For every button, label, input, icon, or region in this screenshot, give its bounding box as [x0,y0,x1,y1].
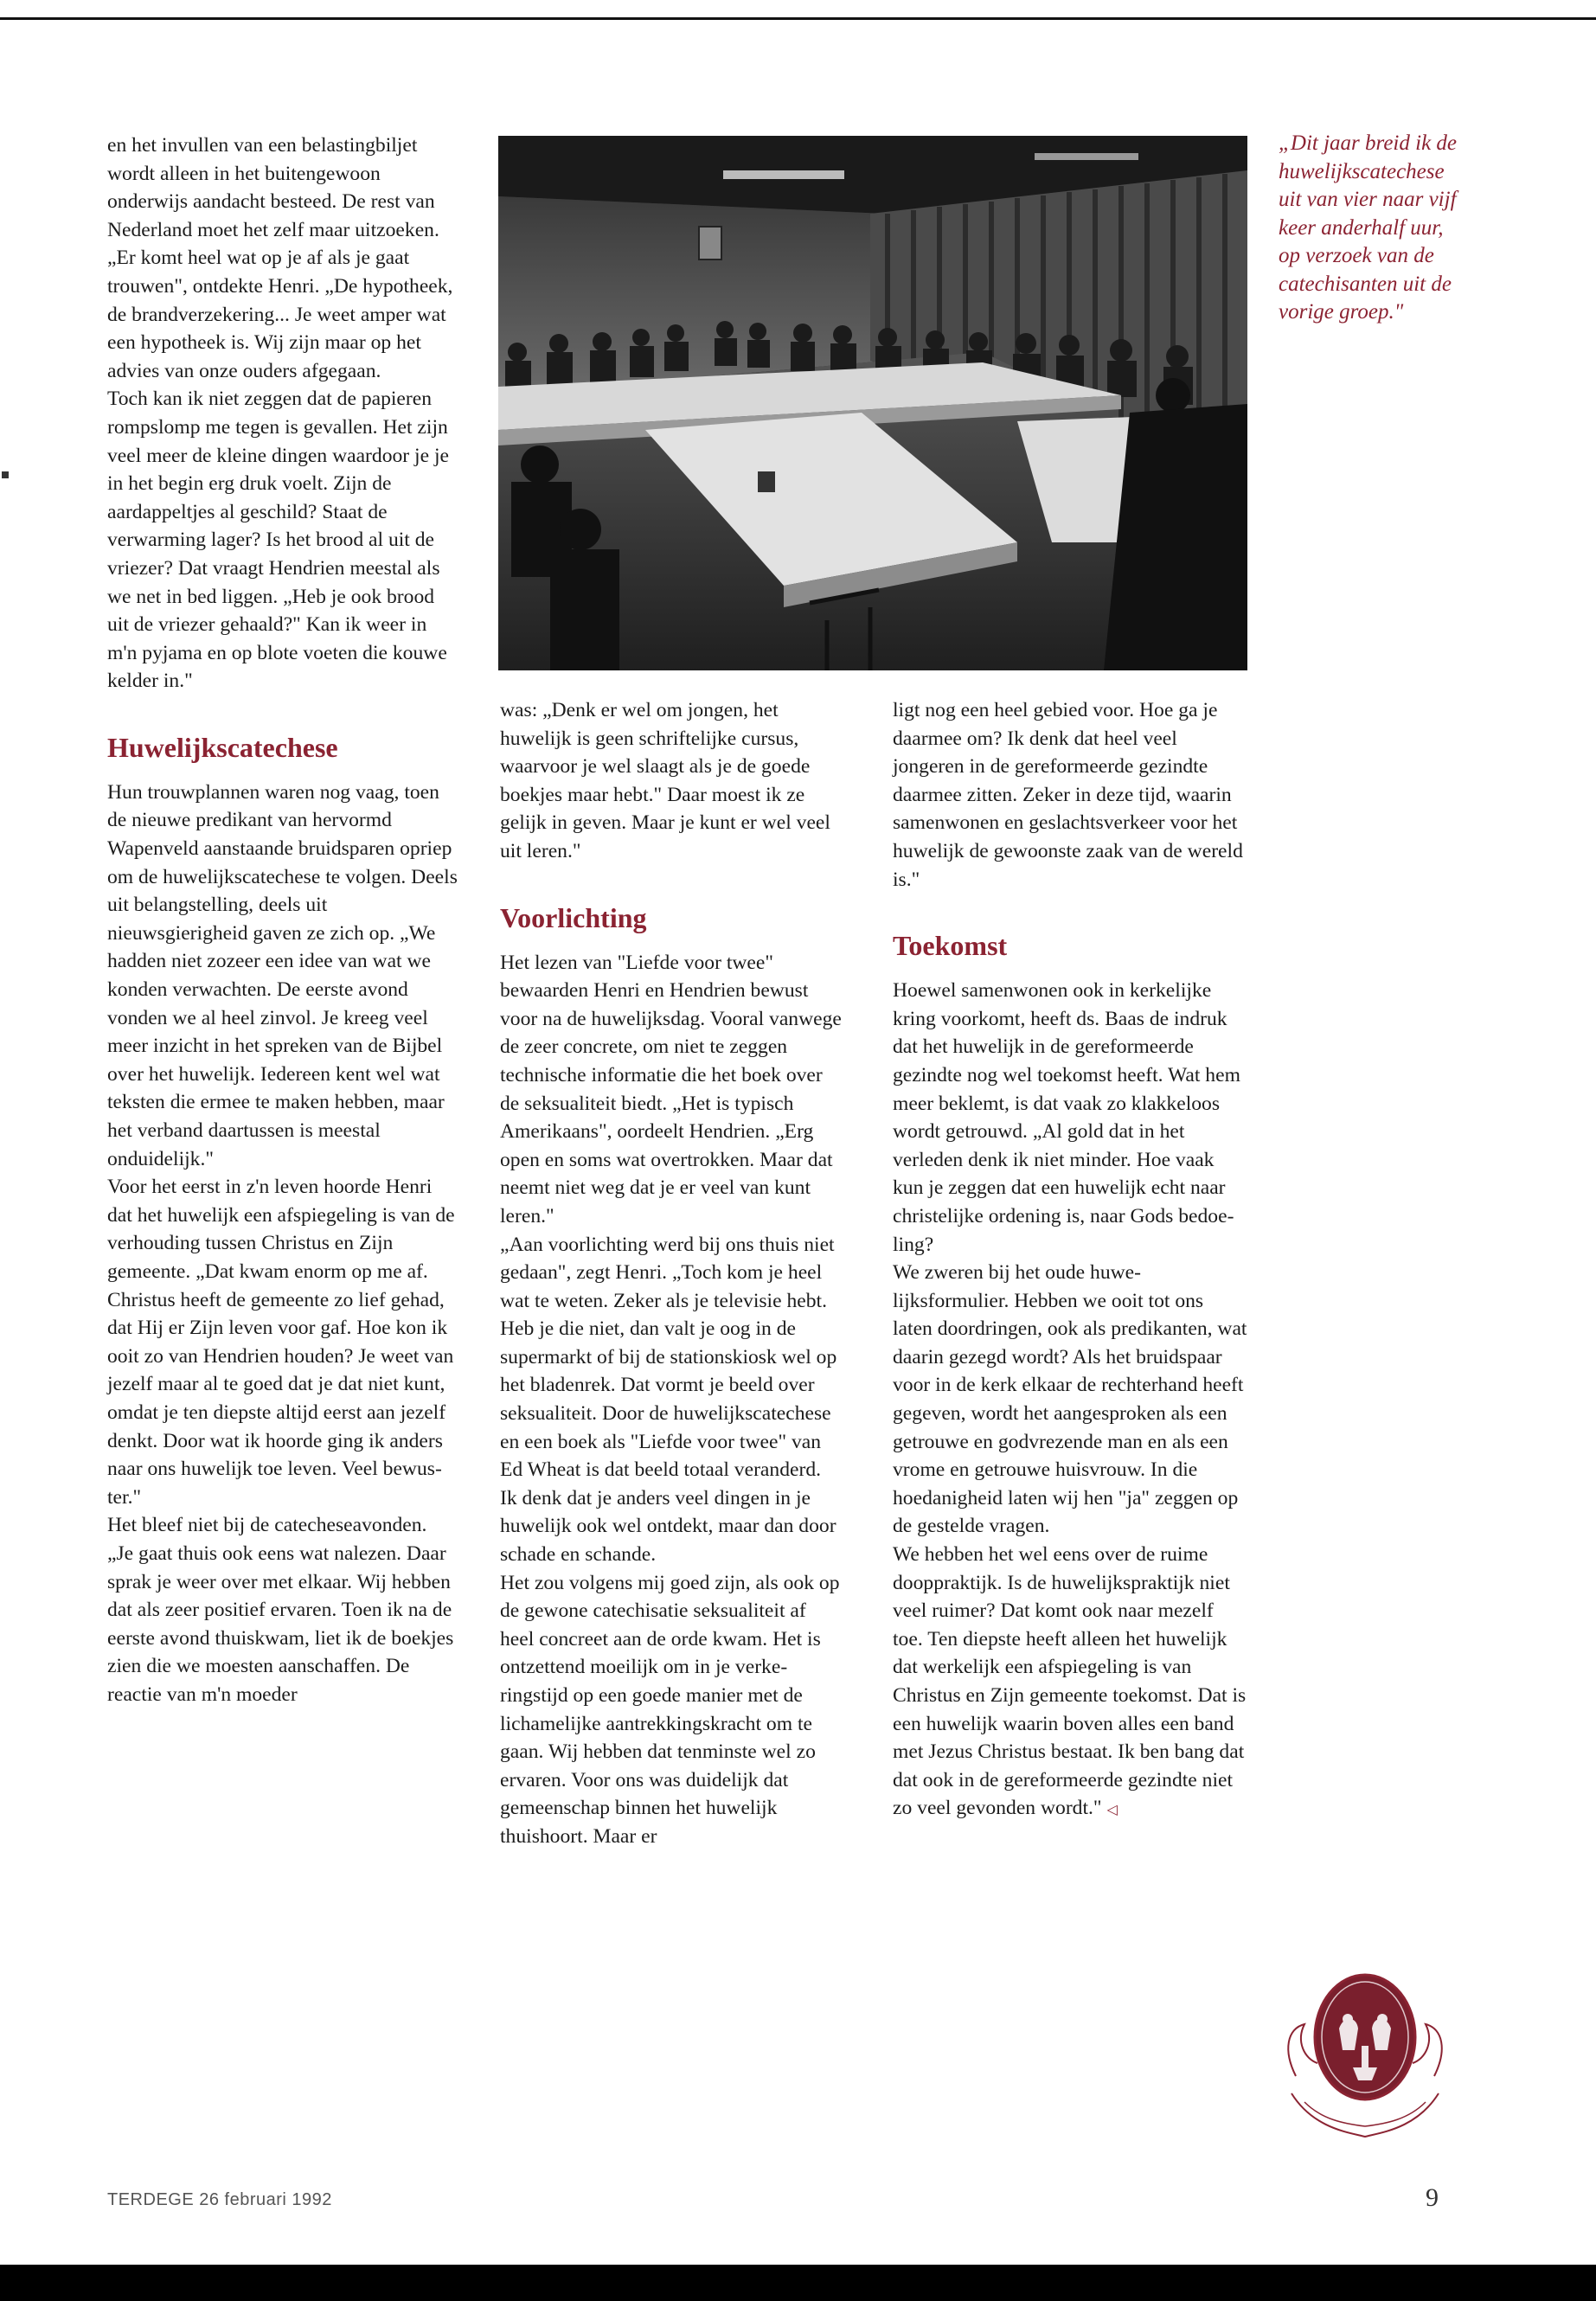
end-of-article-mark: ◁ [1106,1803,1118,1818]
paragraph: Hun trouwplannen waren nog vaag, toen de nieuwe predikant van hervormd Wapenveld aanstaande bruidsparen opriep om de huwelijkscatechese te volgen. Deels uit belangstelling, deels uit nieuwsgierigheid gaven ze zich op. „We hadden niet zozeer een idee van wat we konden verwachten. De eerste avond vonden we al heel zinvol. Je kreeg veel meer inzicht in het spreken van de Bijbel over het huwelijk. Iedereen kent wel wat teksten die ermee te maken hebben, maar het verband daartussen is meestal onduidelijk." [107,780,458,1170]
paragraph: Voor het eerst in z'n leven hoorde Henri dat het huwelijk een afspiegeling is van de verhouding tussen Christus en Zijn gemeente. „Dat kwam enorm op me af. Christus heeft de gemeente zo lief gehad, dat Hij er Zijn leven voor gaf. Hoe kon ik ooit zo van Hendrien houden? Je weet van jezelf maar al te goed dat je dat niet kunt, omdat je ten diepste altijd eerst aan jezelf denkt. Door wat ik hoorde ging ik anders naar ons huwelijk toe leven. Veel bewuster." [107,1176,455,1509]
paragraph [893,1541,1247,1825]
section-heading-voorlichting: Voorlichting [500,901,647,933]
magazine-emblem [1279,1946,1452,2145]
top-rule [0,17,1596,20]
bottom-border [0,2265,1596,2301]
paragraph: en het invullen van een belastingbiljet wordt alleen in het buitengewoon onderwijs aandacht besteed. De rest van Nederland moet het zelf maar uitzoeken. „Er komt heel wat op je af als je gaat trouwen", ontdekte Henri. „De hypotheek, de brandverzekering... Je weet amper wat een hypotheek is. Wij zijn maar op het advies van onze ouders afgegaan. [107,134,453,382]
paragraph: was: „Denk er wel om jongen, het huwelijk is geen schriftelijke cursus, waarvoor je wel slaagt als je de goede boekjes maar hebt." Daar moest ik ze gelijk in geven. Maar je kunt er wel veel uit leren." [500,699,830,862]
paragraph-text: We hebben het wel eens over de ruime dooppraktijk. Is de huwelijkspraktijk niet veel ruimer? Dat komt ook naar mezelf toe. Ten diepste heeft alleen het huwelijk dat werkelijk een afspiegeling is van Christus en Zijn gemeente toekomst. Dat is een huwelijk waarin boven alles een band met Jezus Christus bestaat. Ik ben bang dat dat ook in de gereformeerde gezindte niet zo veel gevonden wordt." [893,1543,1247,1820]
paragraph: We zweren bij het oude huwelijksformulier. Hebben we ooit tot ons laten doordringen, ook als predikanten, wat daarin gezegd wordt? Als het bruidspaar voor in de kerk elkaar de rechterhand heeft gegeven, wordt het aangesproken als een getrouwe en godvrezende man en als een vrome en getrouwe huisvrouw. In die hoedanigheid laten wij hen "ja" zeggen op de gestelde vragen. [893,1261,1247,1538]
margin-mark [2,471,9,478]
paragraph: Het zou volgens mij goed zijn, als ook op de gewone catechisatie seksualiteit af heel concreet aan de orde kwam. Het is ontzettend moeilijk om in je verkeringstijd op een goede manier met de lichamelijke aantrekkingskracht om te gaan. Wij hebben dat tenminste wel zo ervaren. Voor ons was duidelijk dat gemeenschap binnen het huwelijk thuishoort. Maar er [500,1571,840,1848]
publication-footer: TERDEGE 26 februari 1992 [107,2190,332,2209]
pull-quote: „Dit jaar breid ik de huwelijkscatechese uit van vier naar vijf keer anderhalf uur, op verzoek van de catechisanten uit de vorige groep." [1279,131,1458,324]
section-heading-toekomst: Toekomst [893,930,1008,962]
paragraph: Toch kan ik niet zeggen dat de papieren rompslomp me tegen is gevallen. Het zijn veel meer de kleine dingen waardoor je je in het begin erg druk voelt. Zijn de aardappeltjes al geschild? Staat de verwarming lager? Is het brood al uit de vriezer? Dat vraagt Hendrien meestal als we net in bed liggen. „Heb je ook brood uit de vriezer gehaald?" Kan ik weer in m'n pyjama en op blote voeten die kouwe kelder in." [107,388,450,693]
photo-illustration [498,136,1247,670]
article-column-2 [500,696,842,1851]
emblem-icon [1279,1946,1452,2145]
paragraph: Het lezen van "Liefde voor twee" bewaarden Henri en Hendrien bewust voor na de huwelijksdag. Vooral vanwege de zeer concrete, om niet te zeggen technische informatie die het boek over de seksualiteit biedt. „Het is typisch Amerikaans", oordeelt Hendrien. „Erg open en soms wat overtrokken. Maar dat neemt niet weg dat je er veel van kunt leren." [500,951,842,1227]
article-column-1 [107,131,458,1708]
page-number: 9 [1426,2183,1439,2212]
paragraph: ligt nog een heel gebied voor. Hoe ga je daarmee om? Ik denk dat heel veel jongeren in de gereformeerde gezindte daarmee zitten. Zeker in deze tijd, waarin samenwonen en geslachtsverkeer voor het huwelijk de gewoonste zaak van de wereld is." [893,699,1243,891]
classroom-photo [498,136,1247,670]
section-heading-huwelijkscatechese: Huwelijkscatechese [107,731,338,763]
paragraph: Hoewel samenwonen ook in kerkelijke kring voorkomt, heeft ds. Baas de indruk dat het huwelijk in de gereformeerde gezindte nog wel toekomst heeft. Wat hem meer beklemt, is dat vaak zo klakkeloos wordt getrouwd. „Al gold dat in het verleden denk ik niet minder. Hoe vaak kun je zeggen dat een huwelijk echt naar christelijke ordening is, naar Gods bedoeling? [893,979,1240,1256]
paragraph: Het bleef niet bij de catecheseavonden. „Je gaat thuis ook eens wat nalezen. Daar sprak je weer over met elkaar. Wij hebben dat als zeer positief ervaren. Toen ik na de eerste avond thuiskwam, liet ik de boekjes zien die we moesten aanschaffen. De reactie van m'n moeder [107,1514,454,1706]
paragraph: „Aan voorlichting werd bij ons thuis niet gedaan", zegt Henri. „Toch kom je heel wat te weten. Zeker als je televisie hebt. Heb je die niet, dan valt je oog in de supermarkt of bij de stationskiosk wel op het bladenrek. Dat vormt je beeld over seksualiteit. Door de huwelijkscatechese en een boek als "Liefde voor twee" van Ed Wheat is dat beeld totaal veranderd. Ik denk dat je anders veel dingen in je huwelijk ook wel ontdekt, maar dan door schade en schande. [500,1233,837,1567]
article-column-3 [893,696,1247,1825]
